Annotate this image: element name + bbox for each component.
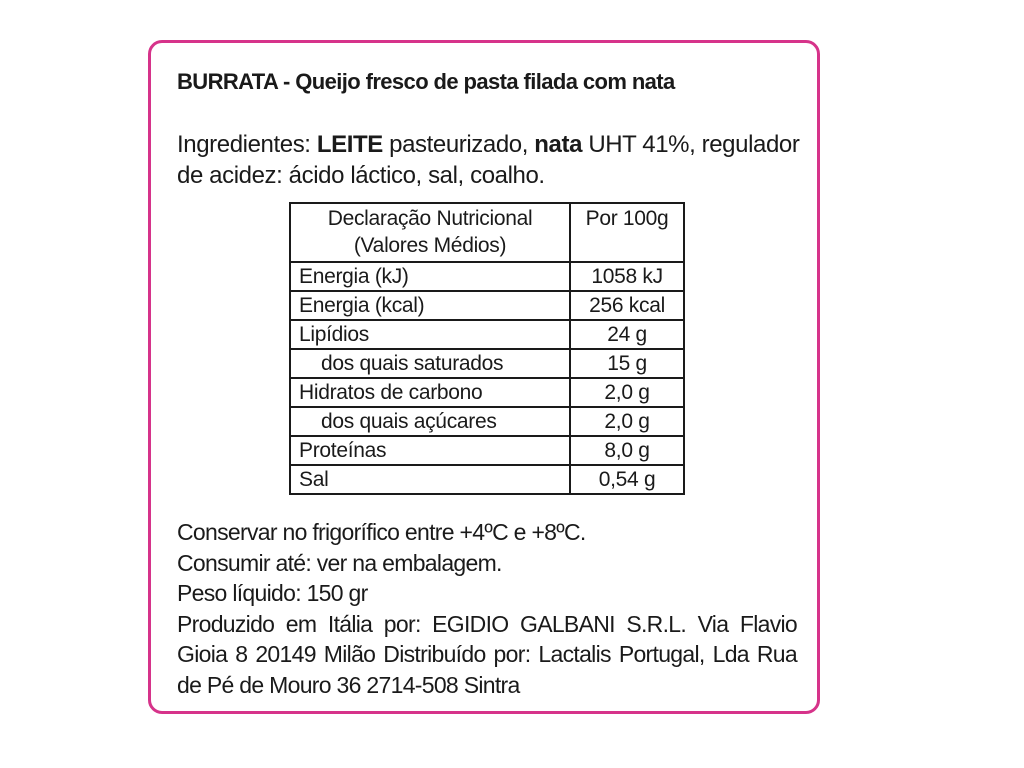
- product-title: BURRATA - Queijo fresco de pasta filada com nata: [177, 69, 675, 94]
- storage-instructions: Conservar no frigorífico entre +4ºC e +8ºC.: [177, 519, 586, 545]
- nutrient-name: Energia (kJ): [290, 262, 570, 291]
- nutrition-table: [289, 202, 685, 495]
- nutrient-name: Proteínas: [290, 436, 570, 465]
- product-label: [148, 40, 820, 714]
- table-row: [290, 465, 684, 494]
- ingredients-mid: pasteurizado,: [382, 131, 535, 158]
- producer-info: Produzido em Itália por: EGIDIO GALBANI S.R.L. Via Flavio Gioia 8 20149 Milão Distribuído por: Lactalis Portugal, Lda Rua de Pé de Mouro 36 2714-508 Sintra: [177, 610, 797, 698]
- table-row: [290, 349, 684, 378]
- table-header-row: [290, 203, 684, 262]
- label-footer: [177, 517, 797, 700]
- nutrient-name: Energia (kcal): [290, 291, 570, 320]
- nutrient-name: Lipídios: [290, 320, 570, 349]
- table-row: [290, 262, 684, 291]
- table-row: [290, 436, 684, 465]
- table-row: [290, 291, 684, 320]
- ingredients-prefix: Ingredientes:: [177, 131, 317, 158]
- nutrient-name: Hidratos de carbono: [290, 378, 570, 407]
- nutrient-name: dos quais açúcares: [290, 407, 570, 436]
- nutrient-name: Sal: [290, 465, 570, 494]
- nutrient-value: 24 g: [570, 320, 684, 349]
- nutrient-value: 0,54 g: [570, 465, 684, 494]
- nutrient-value: 15 g: [570, 349, 684, 378]
- best-before: Consumir até: ver na embalagem.: [177, 549, 502, 576]
- table-row: [290, 378, 684, 407]
- table-row: [290, 407, 684, 436]
- table-header-declaration: [290, 203, 570, 262]
- table-row: [290, 320, 684, 349]
- ingredient-cream: nata: [534, 131, 583, 158]
- ingredients-rest: UHT 41%, regulador de acidez: ácido láctico, sal, coalho.: [177, 131, 800, 189]
- nutrient-value: 2,0 g: [570, 378, 684, 407]
- table-header-per-100g: Por 100g: [570, 203, 684, 262]
- nutrient-value: 256 kcal: [570, 291, 684, 320]
- ingredient-milk: LEITE: [316, 131, 383, 158]
- ingredients-text: [177, 129, 807, 191]
- nutrient-value: 1058 kJ: [570, 262, 684, 291]
- header-line-2: (Valores Médios): [353, 234, 507, 257]
- nutrient-name: dos quais saturados: [290, 349, 570, 378]
- nutrient-value: 8,0 g: [570, 436, 684, 465]
- net-weight: Peso líquido: 150 gr: [177, 580, 368, 606]
- nutrient-value: 2,0 g: [570, 407, 684, 436]
- header-line-1: Declaração Nutricional: [327, 207, 533, 230]
